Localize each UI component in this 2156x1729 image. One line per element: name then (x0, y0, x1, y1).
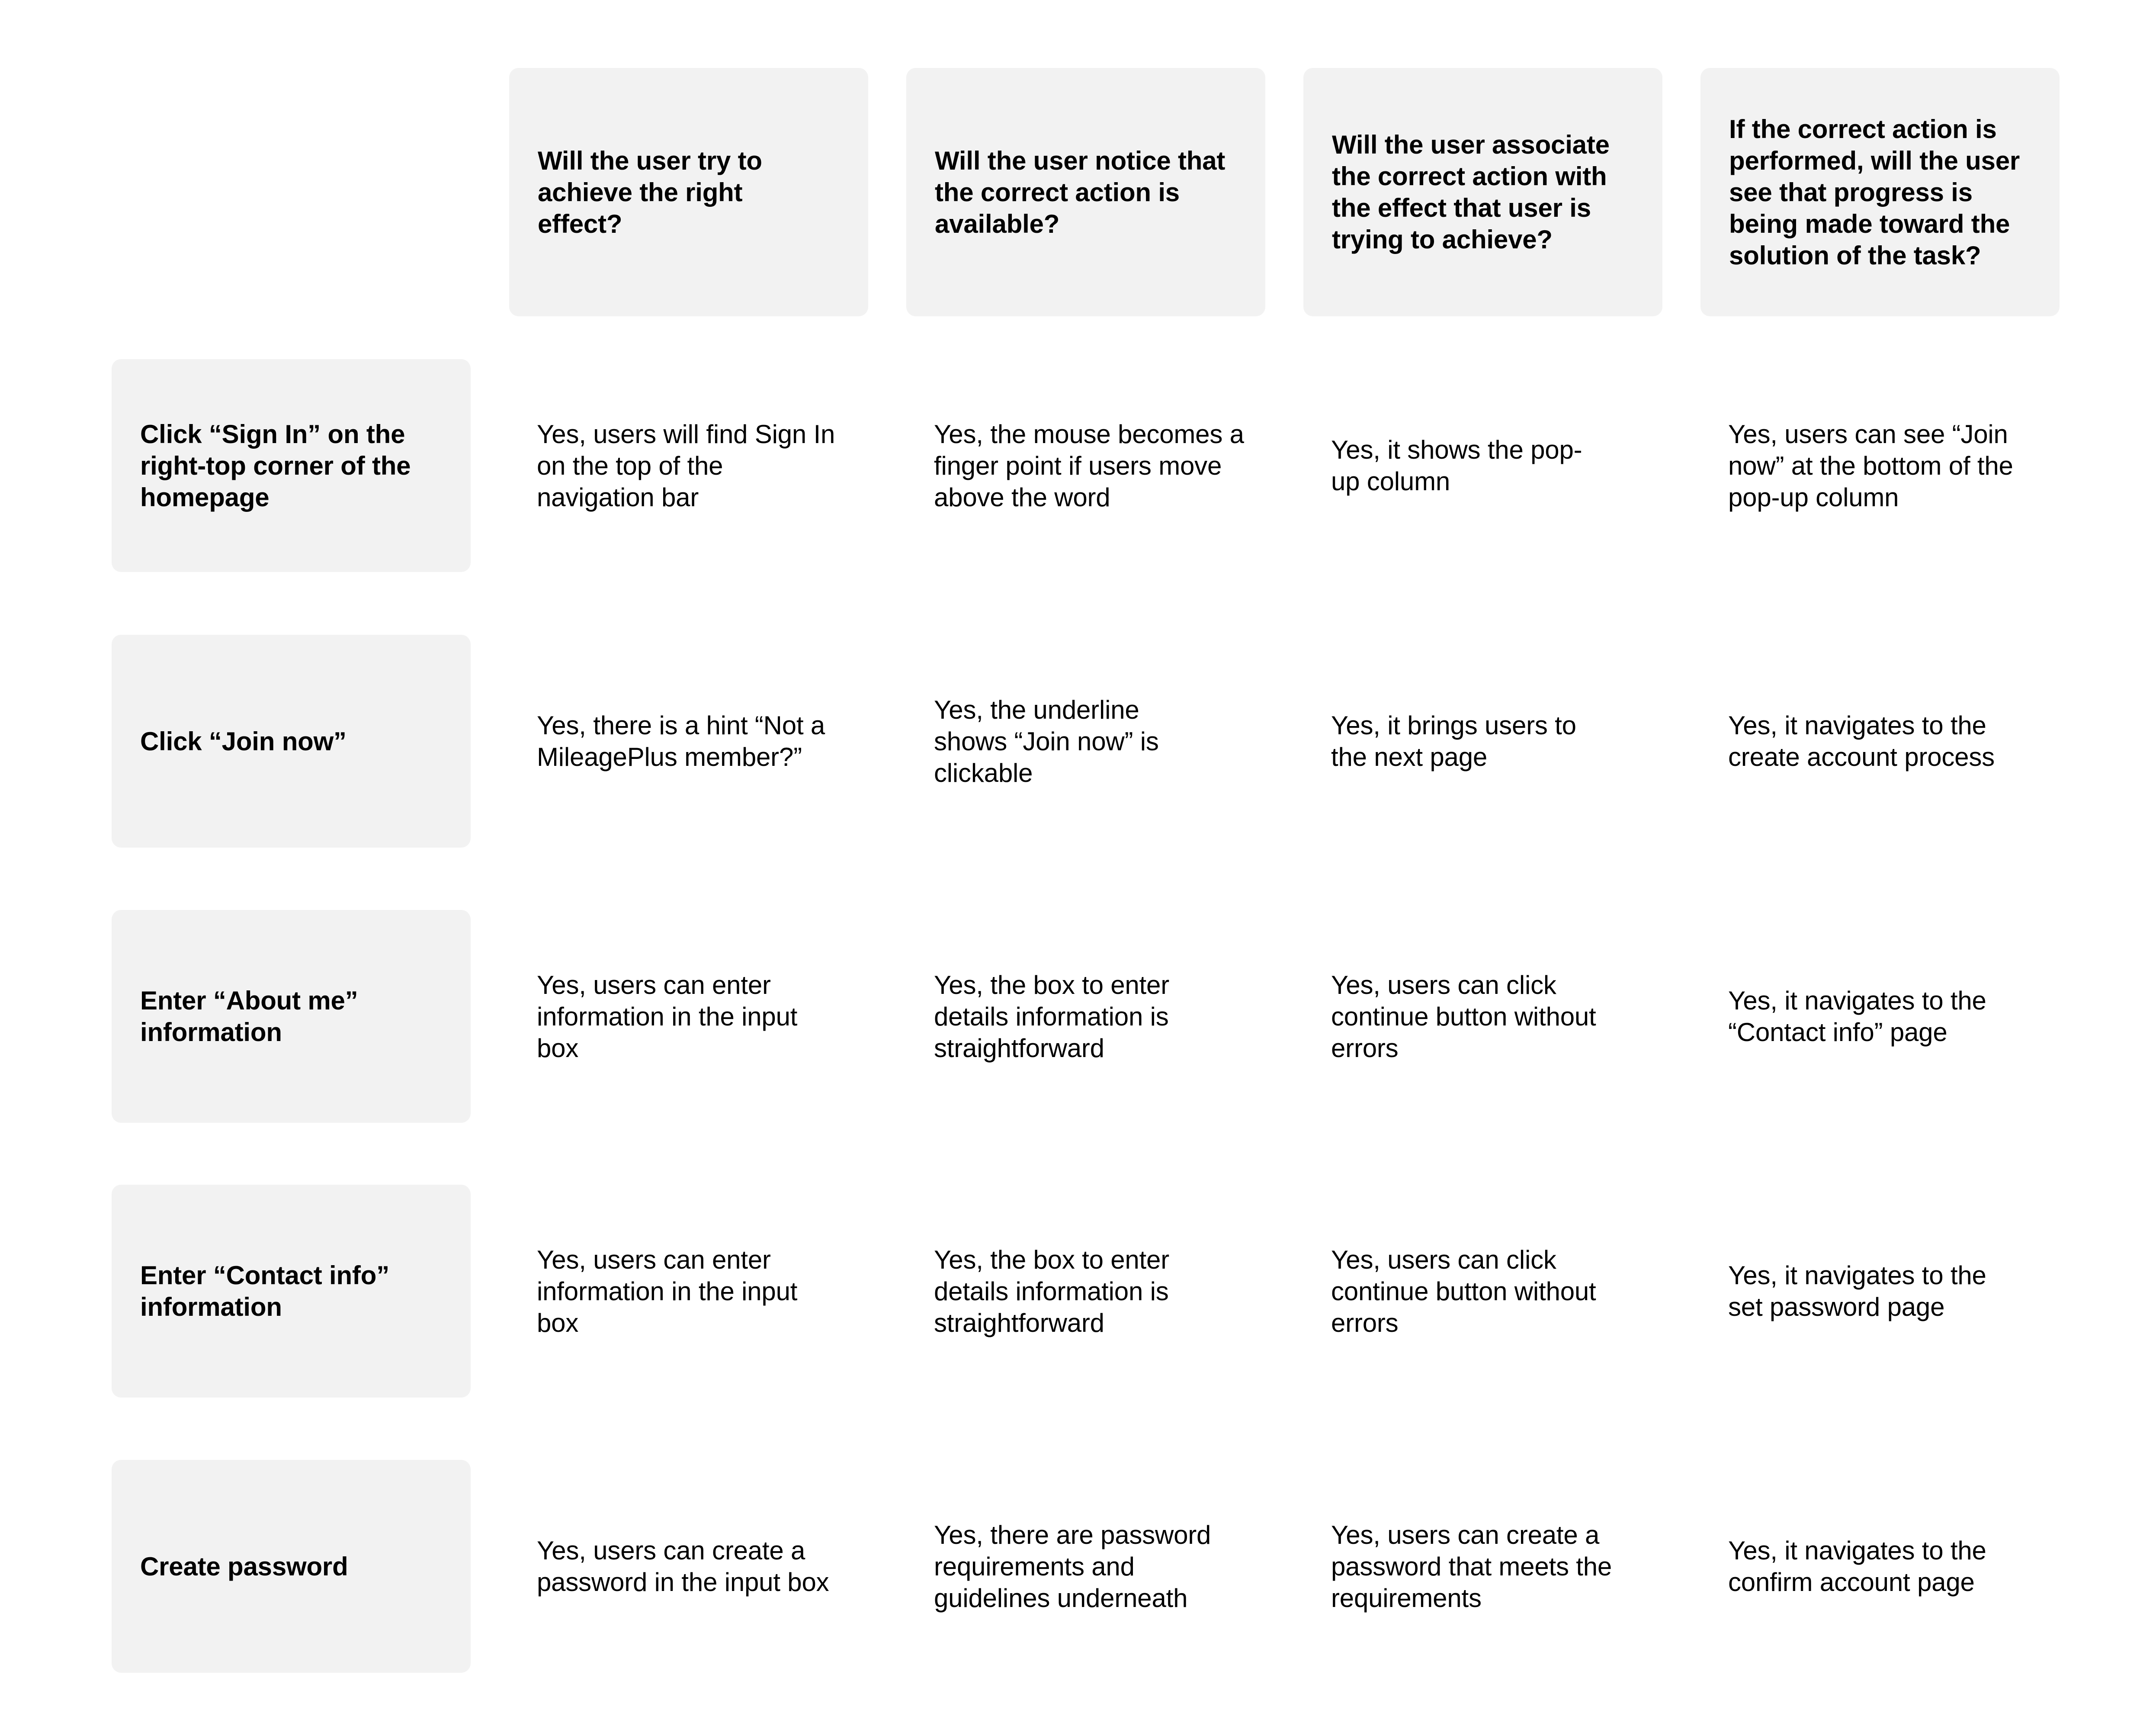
column-header (509, 68, 868, 316)
column-header-label: Will the user notice that the correct action is available? (935, 146, 1226, 238)
table-cell (1331, 1185, 1660, 1398)
cell-text: Yes, it brings users to the next page (1331, 711, 1576, 771)
cell-text: Yes, users can create a password that meets the requirements (1331, 1520, 1612, 1613)
table-cell (934, 359, 1263, 572)
table-cell (1728, 910, 2057, 1123)
table-cell (537, 1185, 866, 1398)
table-cell (1728, 1185, 2057, 1398)
table-cell (934, 635, 1263, 848)
row-header (112, 359, 471, 572)
row-header (112, 1460, 471, 1673)
column-header-label: If the correct action is performed, will the user see that progress is being made toward the solution of the task? (1729, 114, 2020, 270)
cell-text: Yes, users can click continue button without errors (1331, 970, 1596, 1063)
cell-text: Yes, users can click continue button without errors (1331, 1245, 1596, 1337)
cell-text: Yes, users can see “Join now” at the bottom of the pop-up column (1728, 419, 2013, 512)
cell-text: Yes, the box to enter details information is straightforward (934, 970, 1169, 1063)
table-cell (1331, 910, 1660, 1123)
cell-text: Yes, users will find Sign In on the top of the navigation bar (537, 419, 835, 512)
table-cell (1728, 635, 2057, 848)
cell-text: Yes, users can enter information in the input box (537, 970, 798, 1063)
table-cell (537, 1460, 866, 1673)
row-header-label: Click “Join now” (140, 726, 346, 756)
cell-text: Yes, it navigates to the set password page (1728, 1261, 1986, 1321)
table-cell (934, 1185, 1263, 1398)
table-cell (537, 359, 866, 572)
column-header-label: Will the user associate the correct action with the effect that user is trying to achieve? (1332, 130, 1610, 254)
cell-text: Yes, users can enter information in the input box (537, 1245, 798, 1337)
row-header (112, 1185, 471, 1398)
table-cell (934, 910, 1263, 1123)
table-cell (934, 1460, 1263, 1673)
cell-text: Yes, there are password requirements and guidelines underneath (934, 1520, 1211, 1613)
table-cell (1728, 359, 2057, 572)
row-header-label: Enter “Contact info” information (140, 1261, 389, 1321)
cell-text: Yes, it navigates to the confirm account page (1728, 1536, 1986, 1597)
cell-text: Yes, there is a hint “Not a MileagePlus member?” (537, 711, 825, 771)
table-cell (1331, 1460, 1660, 1673)
column-header (1303, 68, 1662, 316)
column-header-label: Will the user try to achieve the right effect? (538, 146, 762, 238)
cell-text: Yes, users can create a password in the input box (537, 1536, 829, 1597)
cell-text: Yes, it navigates to the create account process (1728, 711, 1995, 771)
table-cell (1331, 635, 1660, 848)
row-header-label: Enter “About me” information (140, 986, 358, 1047)
table-cell (537, 910, 866, 1123)
table-cell (1728, 1460, 2057, 1673)
table-cell (537, 635, 866, 848)
row-header-label: Click “Sign In” on the right-top corner of the homepage (140, 419, 411, 512)
row-header-label: Create password (140, 1552, 348, 1581)
cell-text: Yes, the mouse becomes a finger point if users move above the word (934, 419, 1244, 512)
cell-text: Yes, it navigates to the “Contact info” page (1728, 986, 1986, 1047)
cell-text: Yes, the box to enter details information is straightforward (934, 1245, 1169, 1337)
row-header (112, 635, 471, 848)
column-header (906, 68, 1265, 316)
cell-text: Yes, the underline shows “Join now” is clickable (934, 695, 1159, 787)
row-header (112, 910, 471, 1123)
cell-text: Yes, it shows the pop-up column (1331, 435, 1582, 496)
column-header (1700, 68, 2060, 316)
table-cell (1331, 359, 1660, 572)
